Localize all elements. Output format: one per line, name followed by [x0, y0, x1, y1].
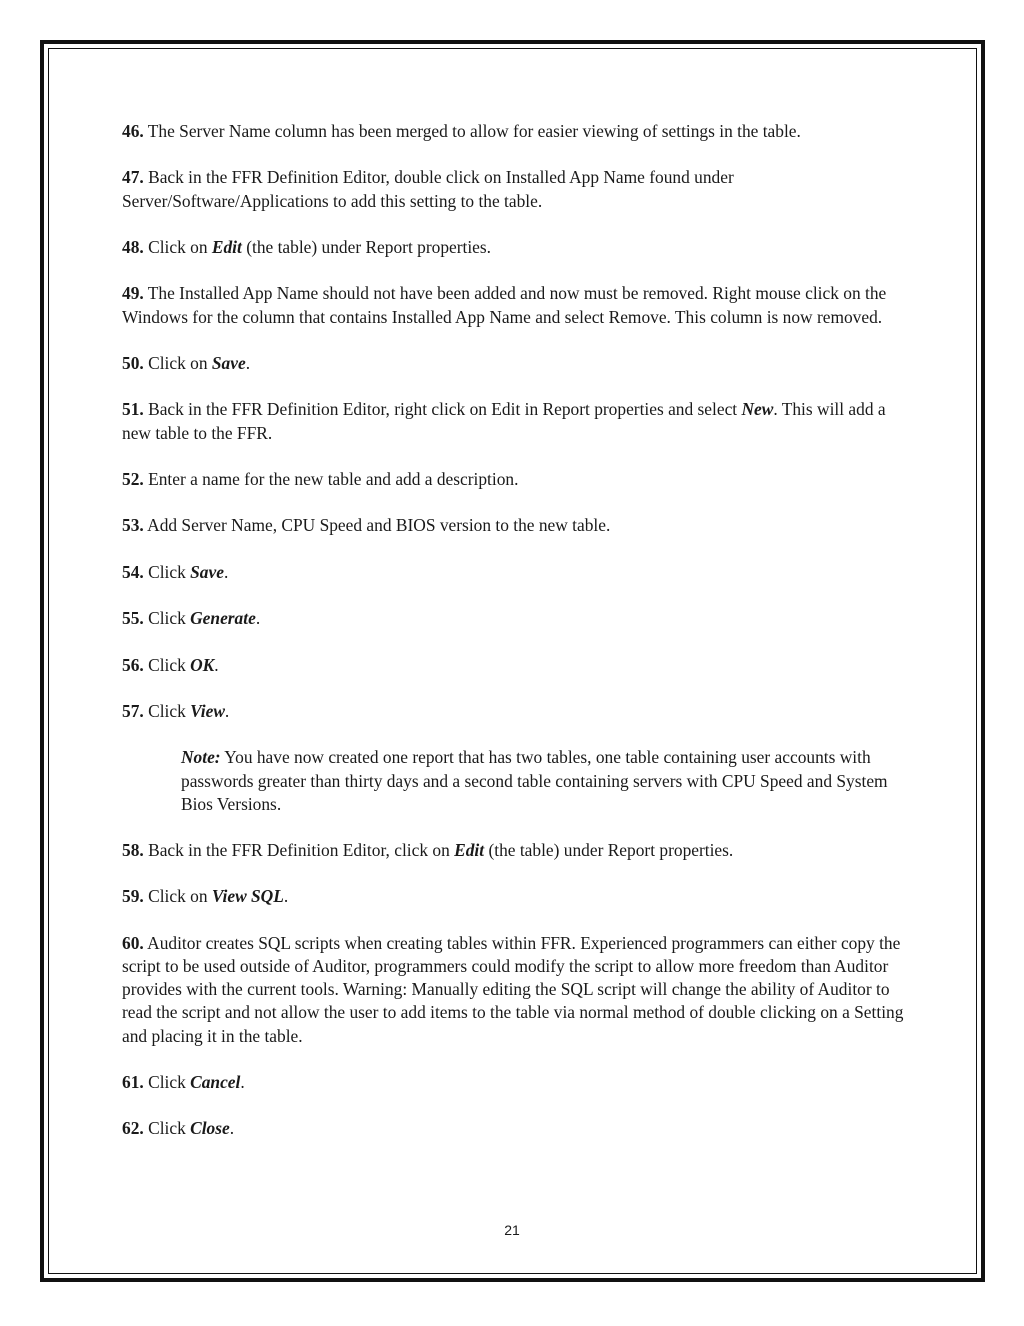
- command-view: View: [190, 700, 225, 721]
- step-61: 61. Click Cancel.: [122, 1072, 245, 1093]
- command-cancel: Cancel: [190, 1072, 241, 1093]
- step-49: 49. The Installed App Name should not have been added and now must be removed. Right mouse click on the Windows for the column that contains Installed App Name and select Remove. This column is now removed.: [122, 283, 887, 327]
- step-54: 54. Click Save.: [122, 561, 229, 582]
- step-53: 53. Add Server Name, CPU Speed and BIOS version to the new table.: [122, 515, 611, 536]
- step-56: 56. Click OK.: [122, 654, 219, 675]
- step-46: 46. The Server Name column has been merged to allow for easier viewing of settings in the table.: [122, 121, 801, 141]
- command-save: Save: [211, 352, 246, 373]
- note-label: Note:: [181, 747, 221, 768]
- command-generate: Generate: [190, 608, 256, 629]
- step-55: 55. Click Generate.: [122, 608, 261, 629]
- step-50: 50. Click on Save.: [122, 352, 251, 373]
- command-new: New: [741, 399, 774, 420]
- step-47: 47. Back in the FFR Definition Editor, double click on Installed App Name found under Server/Software/Applications to add this setting to the table.: [122, 167, 734, 211]
- step-62: 62. Click Close.: [122, 1118, 235, 1139]
- step-48: 48. Click on Edit (the table) under Report properties.: [122, 236, 492, 257]
- step-60: 60. Auditor creates SQL scripts when creating tables within FFR. Experienced programmers can either copy the script to be used outside of Auditor, programmers could modify the script to allow more freedom than Auditor provides with the current tools. Warning: Manually editing the SQL script will change the ability of Auditor to read the script and not allow the user to add items to the table via normal method of double clicking on a Setting and placing it in the table.: [122, 932, 904, 1046]
- step-51: 51. Back in the FFR Definition Editor, right click on Edit in Report properties and select New. This will add a new table to the FFR.: [122, 399, 886, 443]
- command-save: Save: [190, 561, 224, 582]
- command-close: Close: [190, 1118, 230, 1139]
- step-57: 57. Click View.: [122, 700, 230, 721]
- command-edit: Edit: [454, 840, 485, 861]
- step-52: 52. Enter a name for the new table and add a description.: [122, 468, 519, 489]
- step-58: 58. Back in the FFR Definition Editor, click on Edit (the table) under Report properties.: [122, 840, 734, 861]
- page-number: 21: [504, 1222, 520, 1238]
- command-edit: Edit: [211, 236, 242, 257]
- step-59: 59. Click on View SQL.: [122, 886, 289, 907]
- note-block: Note: You have now created one report that has two tables, one table containing user accounts with passwords greater than thirty days and a second table containing servers with CPU Speed and System Bios Versions.: [181, 747, 888, 814]
- page-content: [122, 120, 912, 1164]
- command-view-sql: View SQL: [211, 886, 284, 907]
- command-ok: OK: [190, 654, 215, 675]
